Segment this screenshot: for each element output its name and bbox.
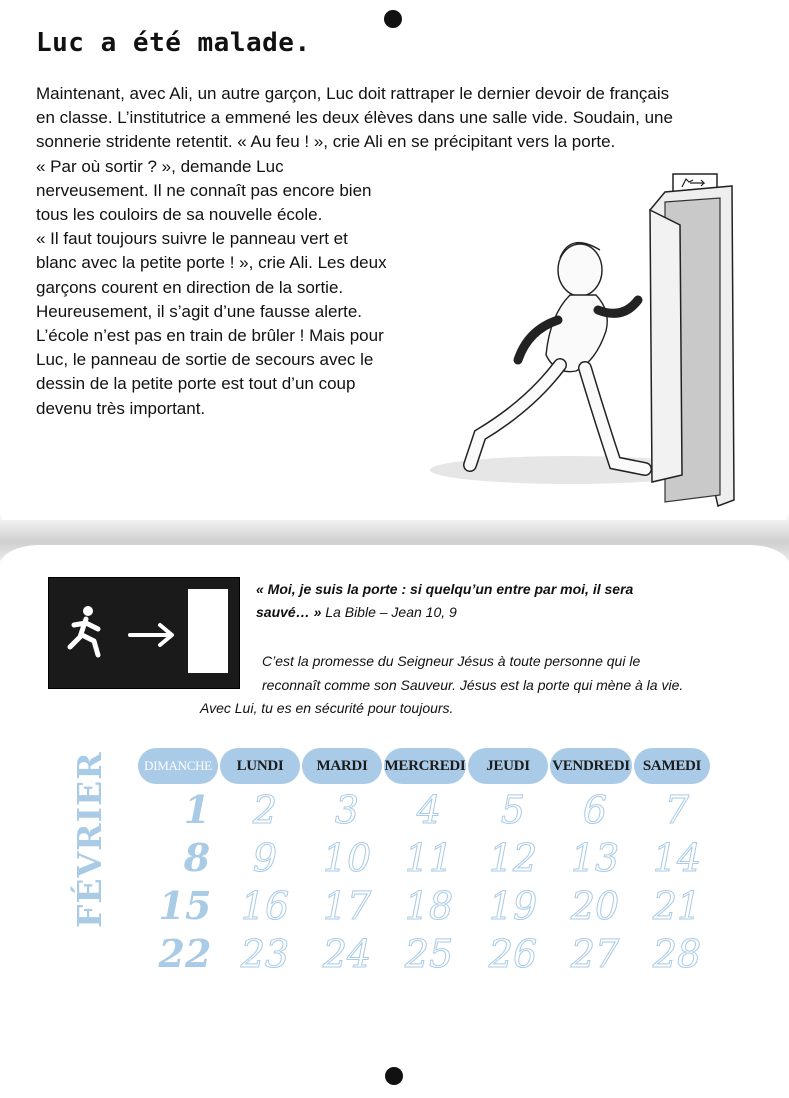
day-header-wednesday: MERCREDI [384, 748, 466, 784]
day-header-sunday: DIMANCHE [138, 748, 218, 784]
story-line: Luc, le panneau de sortie de secours avec le [36, 350, 374, 370]
calendar-day: 10 [322, 836, 372, 880]
calendar-day: 1 [183, 787, 211, 832]
verse-quote-line1: « Moi, je suis la porte : si quelqu’un entre par moi, il sera [256, 581, 634, 597]
calendar-day: 11 [404, 836, 454, 880]
story-line: « Par où sortir ? », demande Luc [36, 156, 284, 176]
story-line: tous les couloirs de sa nouvelle école. [36, 205, 323, 225]
promise-line: Avec Lui, tu es en sécurité pour toujours. [200, 700, 454, 716]
calendar-day: 12 [488, 836, 538, 880]
story-line: en classe. L’institutrice a emmené les deux élèves dans une salle vide. Soudain, une [36, 108, 673, 128]
calendar-day: 22 [158, 931, 212, 976]
story-line: garçons courent en direction de la sortie. [36, 277, 344, 297]
promise-line: C’est la promesse du Seigneur Jésus à toute personne qui le [262, 653, 641, 669]
day-header-tuesday: MARDI [302, 748, 382, 784]
calendar-day: 24 [322, 932, 372, 976]
calendar-day: 21 [652, 884, 702, 928]
calendar-day: 8 [183, 835, 211, 880]
story-line: devenu très important. [36, 398, 206, 418]
calendar-day: 4 [416, 788, 442, 832]
story-line: Heureusement, il s’agit d’une fausse alerte. [36, 301, 363, 321]
calendar-day: 28 [652, 932, 702, 976]
calendar-day: 13 [570, 836, 620, 880]
day-header-saturday: SAMEDI [634, 748, 710, 784]
story-line: blanc avec la petite porte ! », crie Ali. Les deux [36, 253, 387, 273]
day-header-monday: LUNDI [220, 748, 300, 784]
calendar-day: 16 [240, 884, 290, 928]
calendar-day: 25 [404, 932, 454, 976]
boy-running-to-door-illustration [420, 170, 760, 520]
calendar-day: 19 [488, 884, 538, 928]
story-line: dessin de la petite porte est tout d’un coup [36, 374, 356, 394]
calendar-day: 26 [488, 932, 538, 976]
calendar-day: 14 [652, 836, 702, 880]
month-label: FÉVRIER [70, 751, 109, 929]
calendar-day: 7 [664, 788, 690, 832]
calendar-day: 2 [252, 788, 278, 832]
calendar-day: 23 [240, 932, 290, 976]
story-line: Maintenant, avec Ali, un autre garçon, Luc doit rattraper le dernier devoir de français [36, 84, 670, 103]
calendar-day: 18 [404, 884, 454, 928]
day-header-friday: VENDREDI [550, 748, 632, 784]
verse-quote-line2: sauvé… » [256, 604, 322, 620]
calendar-day: 9 [252, 836, 278, 880]
promise-line: reconnaît comme son Sauveur. Jésus est la porte qui mène à la vie. [262, 676, 684, 693]
binding-hole-icon [384, 10, 402, 28]
calendar-day: 20 [570, 884, 620, 928]
calendar-grid [150, 786, 710, 976]
binding-hole-icon [385, 1067, 403, 1085]
calendar-day: 15 [158, 883, 212, 928]
calendar-day: 17 [322, 884, 372, 928]
calendar-day: 3 [334, 788, 360, 832]
story-title: Luc a été malade. [36, 28, 311, 58]
story-line: L’école n’est pas en train de brûler ! Mais pour [36, 326, 384, 346]
story-line: nerveusement. Il ne connaît pas encore bien [36, 180, 372, 200]
story-line: « Il faut toujours suivre le panneau vert et [36, 229, 348, 249]
calendar-day-headers [138, 748, 718, 784]
verse-reference: La Bible – Jean 10, 9 [321, 604, 457, 620]
calendar-day: 6 [582, 788, 608, 832]
promise-text [200, 650, 683, 721]
story-line: sonnerie stridente retentit. « Au feu ! », crie Ali en se précipitant vers la porte. [36, 132, 616, 152]
calendar-day: 27 [570, 932, 620, 976]
day-header-thursday: JEUDI [468, 748, 548, 784]
bible-verse [256, 578, 633, 624]
calendar-day: 5 [500, 788, 526, 832]
